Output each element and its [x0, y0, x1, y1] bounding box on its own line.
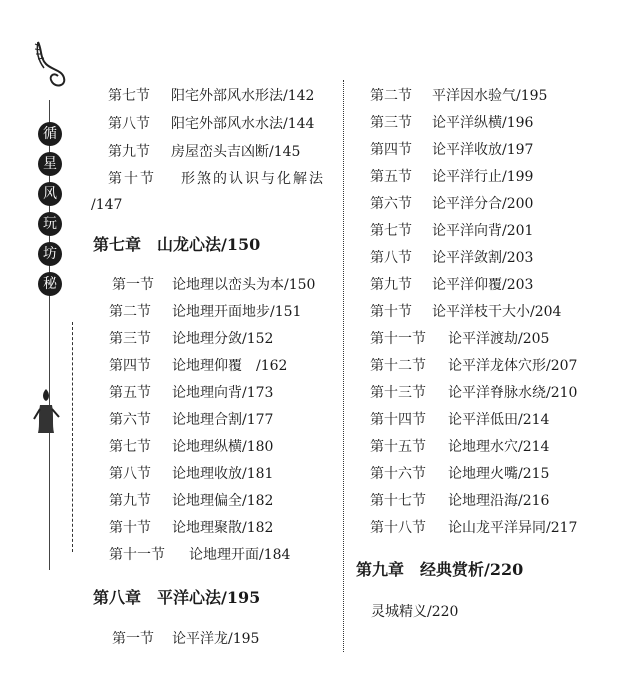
section-number: 第三节 — [109, 331, 151, 347]
toc-entry — [109, 411, 273, 429]
section-number: 第九节 — [109, 493, 151, 509]
section-number: 第七节 — [109, 439, 151, 455]
section-title: 论平洋纵横/196 — [432, 115, 534, 131]
toc-entry — [108, 170, 325, 188]
section-title: 论地理偏全/182 — [172, 493, 274, 509]
toc-entry — [370, 519, 577, 537]
toc-entry — [371, 603, 458, 621]
toc-entry — [108, 87, 314, 105]
section-number: 第八节 — [370, 250, 412, 266]
section-title: 论地理收放/181 — [172, 466, 274, 482]
seal-char: 坊 — [38, 242, 62, 266]
section-title: 论平洋龙体穴形/207 — [448, 358, 578, 374]
toc-entry — [109, 519, 273, 537]
chapter-heading: 第七章 山龙心法/150 — [93, 235, 261, 254]
seal-char: 循 — [38, 122, 62, 146]
section-number: 第十二节 — [370, 358, 426, 374]
section-number: 第十节 — [370, 304, 412, 320]
seal-char: 秘 — [38, 272, 62, 296]
section-title: 论地理聚散/182 — [172, 520, 274, 536]
section-title: 形煞的认识与化解法 — [181, 171, 325, 187]
section-title: 论地理仰覆 /162 — [172, 358, 288, 374]
chapter-heading: 第九章 经典赏析/220 — [356, 560, 524, 579]
section-number: 第十四节 — [370, 412, 426, 428]
margin-decoration — [30, 40, 70, 560]
section-title: 论平洋行止/199 — [432, 169, 534, 185]
section-title: 平洋因水验气/195 — [432, 88, 548, 104]
section-number: 第八节 — [109, 466, 151, 482]
toc-entry — [109, 546, 290, 564]
section-number: 第十五节 — [370, 439, 426, 455]
section-number: 第七节 — [108, 88, 150, 104]
toc-entry — [112, 276, 315, 294]
section-title: 论地理开面/184 — [189, 547, 291, 563]
toc-entry — [370, 276, 533, 294]
section-number: 第十节 — [108, 171, 156, 187]
toc-entry — [108, 143, 300, 161]
feather-icon — [32, 40, 68, 90]
section-title: 论山龙平洋异同/217 — [448, 520, 578, 536]
section-title: 论地理向背/173 — [172, 385, 274, 401]
section-title: 灵城精义/220 — [371, 604, 459, 620]
section-number: 第五节 — [370, 169, 412, 185]
toc-entry — [370, 330, 549, 348]
section-number: 第六节 — [370, 196, 412, 212]
section-title: 论地理以峦头为本/150 — [172, 277, 316, 293]
section-number: 第四节 — [109, 358, 151, 374]
chapter-heading: 第八章 平洋心法/195 — [93, 588, 261, 607]
toc-entry — [112, 630, 259, 648]
section-title: 阳宅外部风水水法/144 — [171, 116, 315, 132]
toc-entry — [108, 115, 314, 133]
section-title: 论地理分敛/152 — [172, 331, 274, 347]
section-title: 阳宅外部风水形法/142 — [171, 88, 315, 104]
section-title: 论平洋枝干大小/204 — [432, 304, 562, 320]
margin-dash-line — [72, 322, 73, 552]
page-number-continuation: /147 — [91, 197, 123, 213]
toc-entry — [370, 87, 547, 105]
section-title: 论平洋向背/201 — [432, 223, 534, 239]
toc-entry — [370, 303, 561, 321]
section-title: 论平洋收放/197 — [432, 142, 534, 158]
section-number: 第三节 — [370, 115, 412, 131]
section-title: 论平洋敛割/203 — [432, 250, 534, 266]
toc-entry — [109, 303, 301, 321]
section-title: 论地理沿海/216 — [448, 493, 550, 509]
section-number: 第一节 — [112, 277, 154, 293]
toc-entry — [109, 357, 287, 375]
column-divider — [343, 80, 344, 652]
toc-entry — [370, 249, 533, 267]
section-number: 第十三节 — [370, 385, 426, 401]
section-title: 论平洋仰覆/203 — [432, 277, 534, 293]
toc-entry — [370, 114, 533, 132]
section-title: 论平洋低田/214 — [448, 412, 550, 428]
toc-entry — [109, 330, 273, 348]
section-number: 第八节 — [108, 116, 150, 132]
toc-entry — [109, 438, 273, 456]
toc-entry — [370, 492, 549, 510]
section-number: 第二节 — [109, 304, 151, 320]
section-title: 论地理开面地步/151 — [172, 304, 302, 320]
section-number: 第十八节 — [370, 520, 426, 536]
section-number: 第六节 — [109, 412, 151, 428]
toc-entry — [370, 384, 577, 402]
section-number: 第十一节 — [370, 331, 426, 347]
toc-entry — [370, 357, 577, 375]
section-title: 论地理水穴/214 — [448, 439, 550, 455]
toc-entry — [370, 141, 533, 159]
section-number: 第七节 — [370, 223, 412, 239]
section-title: 论平洋渡劫/205 — [448, 331, 550, 347]
section-number: 第十一节 — [109, 547, 165, 563]
section-number: 第十六节 — [370, 466, 426, 482]
toc-entry — [109, 384, 273, 402]
section-title: 房屋峦头吉凶断/145 — [171, 144, 301, 160]
toc-entry — [109, 492, 273, 510]
toc-entry — [109, 465, 273, 483]
section-number: 第十节 — [109, 520, 151, 536]
figure-icon — [32, 385, 62, 435]
section-title: 论平洋脊脉水绕/210 — [448, 385, 578, 401]
toc-entry — [370, 465, 549, 483]
section-title: 论平洋分合/200 — [432, 196, 534, 212]
toc-entry — [370, 168, 533, 186]
section-title: 论地理火嘴/215 — [448, 466, 550, 482]
seal-char: 玩 — [38, 212, 62, 236]
seal-char: 星 — [38, 152, 62, 176]
toc-entry — [370, 438, 549, 456]
toc-entry — [370, 195, 533, 213]
section-number: 第二节 — [370, 88, 412, 104]
seal-char: 风 — [38, 182, 62, 206]
toc-entry — [370, 222, 533, 240]
section-number: 第九节 — [108, 144, 150, 160]
section-number: 第一节 — [112, 631, 154, 647]
section-number: 第四节 — [370, 142, 412, 158]
section-title: 论平洋龙/195 — [172, 631, 260, 647]
section-number: 第十七节 — [370, 493, 426, 509]
section-number: 第九节 — [370, 277, 412, 293]
toc-entry — [370, 411, 549, 429]
section-number: 第五节 — [109, 385, 151, 401]
section-title: 论地理纵横/180 — [172, 439, 274, 455]
section-title: 论地理合割/177 — [172, 412, 274, 428]
